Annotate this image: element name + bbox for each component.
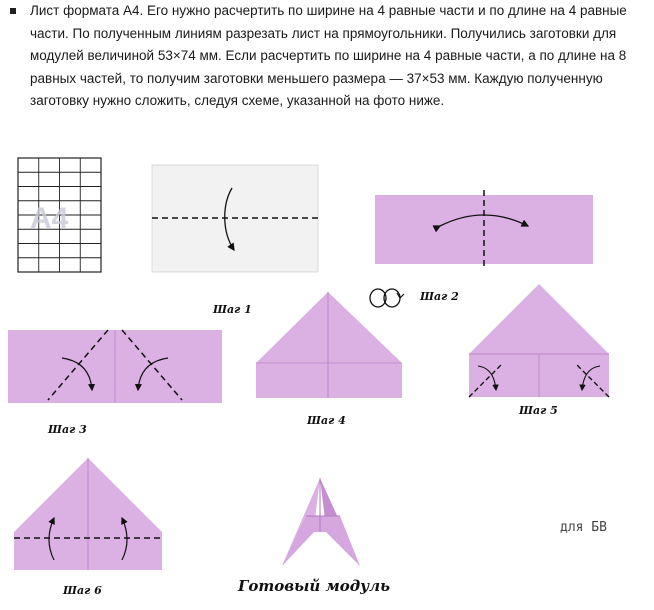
sheet-watermark: А4 <box>30 202 69 235</box>
a4-grid-sheet <box>18 158 101 272</box>
step3-label: Шаг 3 <box>48 423 87 436</box>
step6-label: Шаг 6 <box>63 584 102 597</box>
flip-over-icon <box>370 289 404 307</box>
step5-label: Шаг 5 <box>519 404 558 417</box>
final-module-label: Готовый модуль <box>238 577 391 595</box>
step6-paper <box>14 458 162 570</box>
finished-module <box>282 478 360 566</box>
step3-paper <box>8 330 222 403</box>
step4-label: Шаг 4 <box>307 414 346 427</box>
intro-text: Лист формата А4. Его нужно расчертить по ширине на 4 равные части и по длине на 4 равные части. По полученным линиям разрезать лист на прямоугольники. Получились заготовки для модулей величиной 53×74 мм. Если расчертить по ширине на 4 равные части, а по длине на 8 равных частей, то получим заготовки меньшего размера — 37×53 мм. Каждую полученную заготовку нужно сложить, следуя схеме, указанной на фото ниже. <box>30 3 627 108</box>
step5-paper <box>469 284 609 397</box>
step2-paper <box>375 190 593 268</box>
step1-label: Шаг 1 <box>213 303 252 316</box>
image-caption: для БВ <box>560 520 607 535</box>
step1-paper <box>152 165 318 272</box>
step4-paper <box>256 292 402 398</box>
step2-label: Шаг 2 <box>420 290 459 303</box>
